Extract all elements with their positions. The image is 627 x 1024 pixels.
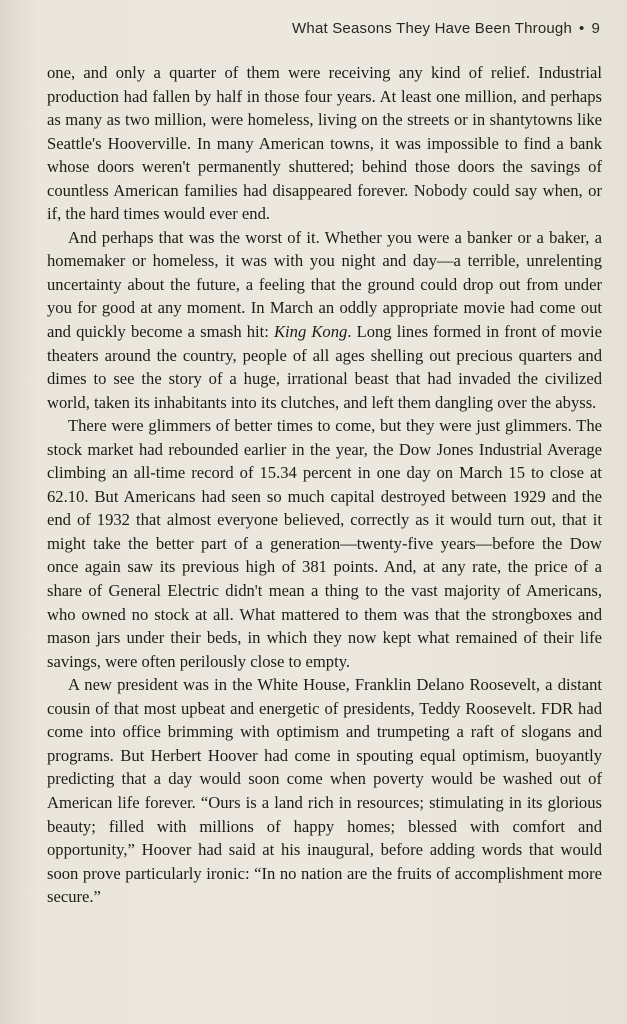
paragraph-4: A new president was in the White House, Franklin Delano Roosevelt, a distant cousin of that most upbeat and energetic of presidents, Teddy Roosevelt. FDR had come into office brimming with optimism and trumpeting a raft of slogans and programs. But Herbert Hoover had come in spouting equal optimism, buoyantly predicting that a day would soon come when poverty would be washed out of American life forever. “Ours is a land rich in resources; stimulating in its glorious beauty; filled with millions of happy homes; blessed with comfort and opportunity,” Hoover had said at his inaugural, before adding words that would soon prove particularly ironic: “In no nation are the fruits of accomplishment more secure.” [47,675,602,907]
movie-title: King Kong [273,322,348,342]
paragraph-2-after: . Long lines formed in front of movie theaters around the country, people of all ages shelling out precious quarters and dimes to see the story of a huge, irrational beast that had invaded the civilized world, taken its inhabitants into its clutches, and left them dangling over the abyss. [47,322,602,412]
paragraph-2 [47,226,602,414]
paragraph-3: There were glimmers of better times to come, but they were just glimmers. The stock market had rebounded earlier in the year, the Dow Jones Industrial Average climbing an all-time record of 15.34 percent in one day on March 15 to close at 62.10. But Americans had seen so much capital destroyed between 1929 and the end of 1932 that almost everyone believed, correctly as it would turn out, that it might take the better part of a generation—twenty-five years—before the Dow once again saw its previous high of 381 points. And, at any rate, the price of a share of General Electric didn't mean a thing to the vast majority of Americans, who owned no stock at all. What mattered to them was that the strongboxes and mason jars under their beds, in which they now kept what remained of their life savings, were often perilously close to empty. [47,416,602,671]
running-title: What Seasons They Have Been Through [292,20,572,37]
page-number: 9 [591,20,600,37]
paragraph-1: one, and only a quarter of them were receiving any kind of relief. Industrial production had fallen by half in those four years. At least one million, and perhaps as many as two million, were homeless, living on the streets or in shantytowns like Seattle's Hooverville. In many American towns, it was impossible to find a bank whose doors weren't permanently shuttered; behind those doors the savings of countless American families had disappeared forever. Nobody could say when, or if, the hard times would ever end. [47,63,602,224]
paragraph-2-before: And perhaps that was the worst of it. Whether you were a banker or a baker, a homemaker or homeless, it was with you night and day—a terrible, unrelenting uncertainty about the future, a feeling that the ground could drop out from under you for good at any moment. In March an oddly appropriate movie had come out and quickly become a smash hit: [47,227,602,342]
running-header [292,20,600,37]
body-text [47,61,602,909]
header-separator: • [579,20,585,37]
